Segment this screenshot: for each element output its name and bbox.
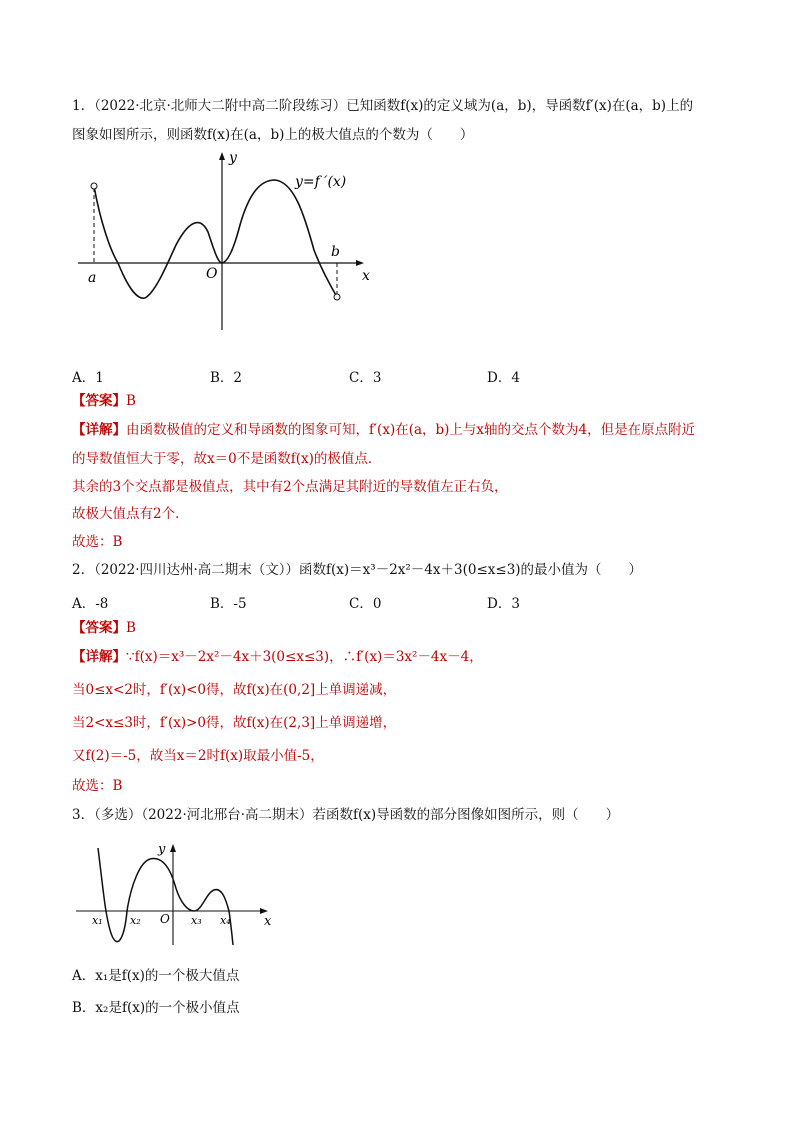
q1-detail-line2: 的导数值恒大于零，故x＝0不是函数f(x)的极值点．: [72, 451, 382, 467]
q1-label-x: x: [362, 268, 370, 284]
q1-answer-value: B: [126, 393, 136, 409]
q3-label-x4: x₄: [220, 914, 231, 927]
q2-answer: [72, 618, 136, 638]
q2-answer-value: B: [126, 620, 136, 636]
q3-option-a: A．x₁是f(x)的一个极大值点: [72, 968, 240, 984]
q2-detail-line3: 当2<x≤3时，f′(x)>0得，故f(x)在(2,3]上单调递增，: [72, 715, 397, 731]
q1-y-axis-arrow: [219, 152, 225, 160]
q2-detail-tag: 【详解】: [72, 649, 126, 665]
q3-label-x3: x₃: [191, 914, 202, 927]
q2-option-d: D．3: [487, 596, 520, 612]
q1-curve-label: y=f ′(x): [295, 174, 347, 190]
q2-detail-line4: 又f(2)＝-5，故当x＝2时f(x)取最小值-5，: [72, 748, 324, 764]
q1-detail-text1: 由函数极值的定义和导函数的图象可知，f′(x)在(a，b)上与x轴的交点个数为4，但是在原点附近: [126, 422, 696, 438]
q1-option-b: B．2: [210, 370, 243, 386]
q1-label-o: O: [206, 266, 218, 282]
q1-label-a: a: [88, 270, 97, 286]
q1-detail-line3: 其余的3个交点都是极值点，其中有2个点满足其附近的导数值左正右负，: [72, 479, 508, 495]
q2-option-b: B．-5: [210, 596, 247, 612]
q1-answer-tag: 【答案】: [72, 393, 126, 409]
q1-endpoint-b: [334, 294, 340, 300]
q3-label-o: O: [160, 912, 170, 926]
q3-y-axis-arrow: [170, 844, 176, 852]
q1-option-a: A．1: [72, 370, 104, 386]
q1-detail-tag: 【详解】: [72, 422, 126, 438]
q3-label-x2: x₂: [130, 914, 141, 927]
q1-answer: [72, 391, 136, 411]
q2-choice: 故选：B: [72, 778, 123, 794]
q3-option-b: B．x₂是f(x)的一个极小值点: [72, 1000, 240, 1016]
q1-label-b: b: [331, 244, 340, 260]
q1-detail-line1: [72, 420, 695, 440]
q1-detail-line4: 故极大值点有2个．: [72, 506, 189, 522]
q1-label-y: y: [229, 150, 237, 166]
q3-label-x: x: [264, 914, 272, 929]
q2-detail-text1: ∵f(x)＝x³－2x²－4x＋3(0≤x≤3)，∴f′(x)＝3x²－4x－4，: [126, 649, 483, 665]
q1-choice: 故选：B: [72, 534, 123, 550]
q2-detail-line1: [72, 647, 483, 667]
q3-label-x1: x₁: [92, 914, 103, 927]
q1-x-axis-arrow: [356, 260, 364, 266]
q2-detail-line2: 当0≤x<2时，f′(x)<0得，故f(x)在(0,2]上单调递减，: [72, 682, 397, 698]
q2-answer-tag: 【答案】: [72, 620, 126, 636]
q1-option-d: D．4: [487, 370, 520, 386]
q3-curve: [98, 848, 233, 945]
q2-option-a: A．-8: [72, 596, 109, 612]
q1-stem-line1: 1．（2022·北京·北师大二附中高二阶段练习）已知函数f(x)的定义域为(a，b)，导函数f′(x)在(a，b)上的: [72, 98, 694, 114]
q1-stem-line2: 图象如图所示，则函数f(x)在(a，b)上的极大值点的个数为（ ）: [72, 127, 474, 143]
q1-option-c: C．3: [349, 370, 382, 386]
q3-stem: 3．（多选）（2022·河北邢台·高二期末）若函数f(x)导函数的部分图像如图所示，则（ ）: [72, 807, 620, 823]
q2-stem: 2．（2022·四川达州·高二期末（文））函数f(x)＝x³－2x²－4x＋3(0≤x≤3)的最小值为（ ）: [72, 562, 643, 578]
q3-label-y: y: [158, 842, 166, 857]
q1-endpoint-a: [91, 183, 97, 189]
q2-option-c: C．0: [349, 596, 382, 612]
